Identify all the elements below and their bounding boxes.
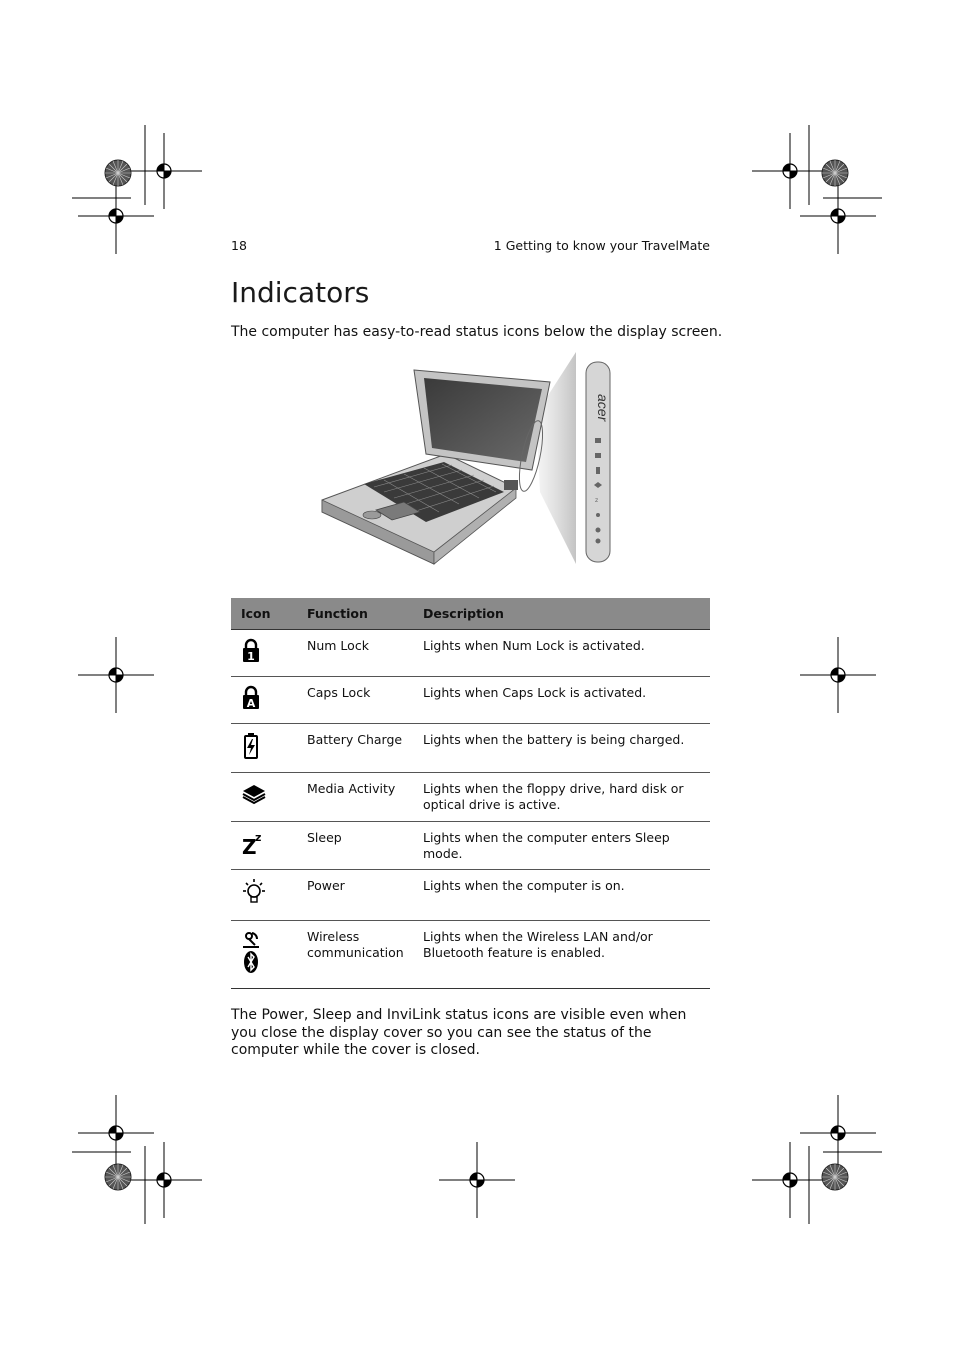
table-row (231, 822, 710, 870)
table-header-row (231, 598, 710, 630)
table-row (231, 630, 710, 677)
function-cell: Media Activity (307, 773, 423, 822)
function-cell: Battery Charge (307, 724, 423, 773)
icon-cell (231, 822, 307, 870)
icon-cell (231, 921, 307, 989)
svg-text:1: 1 (247, 650, 255, 663)
column-header-function: Function (307, 598, 423, 630)
function-cell: Wireless communication (307, 921, 423, 989)
description-cell: Lights when the computer is on. (423, 870, 710, 921)
page-number: 18 (231, 238, 247, 253)
description-cell: Lights when the battery is being charged. (423, 724, 710, 773)
table-row (231, 773, 710, 822)
intro-paragraph: The computer has easy-to-read status icons below the display screen. (231, 324, 723, 340)
table-row (231, 921, 710, 989)
svg-text:z: z (255, 831, 262, 844)
battery-charge-icon (241, 732, 261, 760)
icon-cell (231, 677, 307, 724)
description-cell: Lights when Caps Lock is activated. (423, 677, 710, 724)
running-header: 1 Getting to know your TravelMate (493, 238, 710, 253)
description-cell: Lights when the floppy drive, hard disk or optical drive is active. (423, 773, 710, 822)
table-row (231, 677, 710, 724)
page-title: Indicators (231, 276, 370, 309)
column-header-icon: Icon (231, 598, 307, 630)
description-cell: Lights when the computer enters Sleep mode. (423, 822, 710, 870)
function-cell: Num Lock (307, 630, 423, 677)
svg-text:acer: acer (595, 394, 611, 422)
description-cell: Lights when Num Lock is activated. (423, 630, 710, 677)
num-lock-icon (241, 638, 261, 664)
svg-text:Z: Z (242, 835, 257, 856)
wireless-bluetooth-icon (241, 929, 263, 975)
icon-cell (231, 724, 307, 773)
icon-cell (231, 630, 307, 677)
sleep-icon (241, 830, 265, 856)
column-header-description: Description (423, 598, 710, 630)
closing-paragraph: The Power, Sleep and InviLink status icons are visible even when you close the display cover so you can see the status of the computer while the cover is closed. (231, 1007, 687, 1058)
caps-lock-icon (241, 685, 261, 711)
icon-cell (231, 870, 307, 921)
table-row (231, 724, 710, 773)
svg-text:z: z (595, 497, 599, 504)
table-row (231, 870, 710, 921)
power-icon (241, 878, 267, 906)
function-cell: Power (307, 870, 423, 921)
indicators-table (231, 598, 710, 989)
function-cell: Caps Lock (307, 677, 423, 724)
svg-text:A: A (246, 697, 256, 710)
media-activity-icon (241, 781, 267, 805)
description-cell: Lights when the Wireless LAN and/or Bluetooth feature is enabled. (423, 921, 710, 989)
laptop-illustration (314, 352, 620, 574)
icon-cell (231, 773, 307, 822)
function-cell: Sleep (307, 822, 423, 870)
